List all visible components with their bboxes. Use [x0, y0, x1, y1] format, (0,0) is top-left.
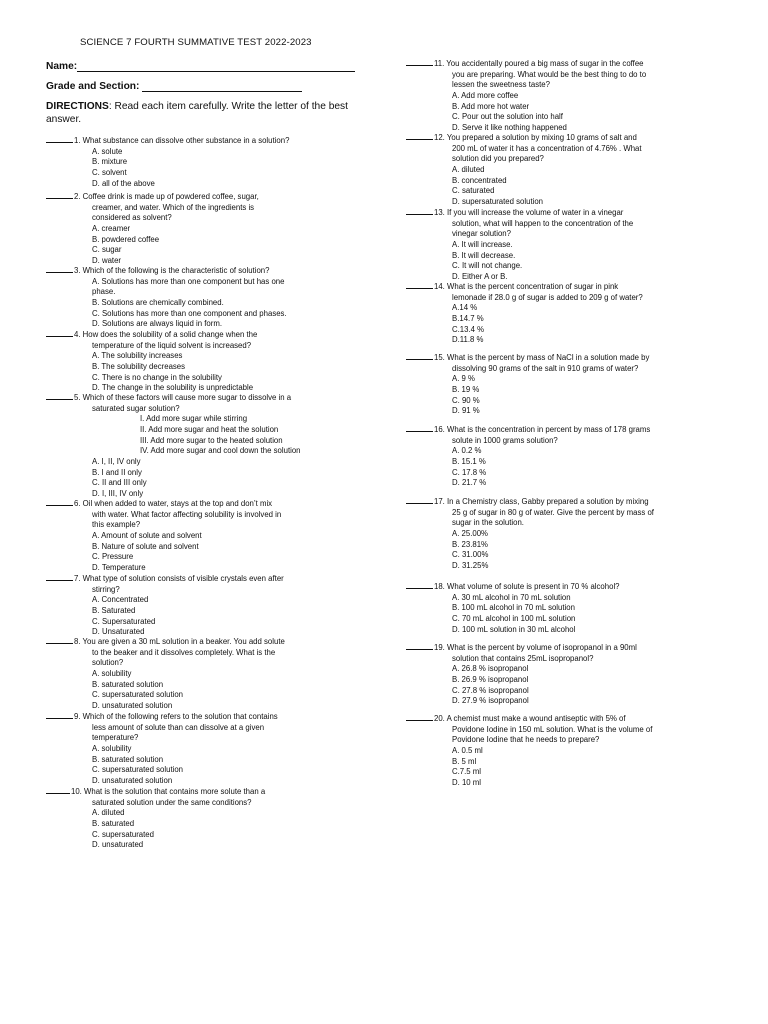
answer-option: D. unsaturated solution	[92, 775, 173, 785]
answer-option: D. water	[92, 255, 122, 265]
question-text: What substance can dissolve other substance in a solution?	[82, 136, 290, 145]
answer-blank[interactable]	[46, 572, 73, 581]
answer-option: A. diluted	[452, 164, 485, 174]
question-stem	[406, 641, 736, 654]
question-12	[406, 131, 736, 208]
question-text: What is the percent concentration of sugar in pink	[447, 282, 619, 291]
question-text: Which of the following refers to the solution that contains	[82, 712, 278, 721]
question-text-continued: Povidone Iodine in 150 mL solution. What is the volume of	[452, 724, 653, 734]
question-text: You are given a 30 mL solution in a beaker. You add solute	[82, 637, 285, 646]
question-text: You accidentally poured a big mass of sugar in the coffee	[446, 59, 644, 68]
answer-option: C.7.5 ml	[452, 767, 482, 777]
question-text-continued: stirring?	[92, 584, 120, 594]
question-text: Which of the following is the characteristic of solution?	[82, 266, 270, 275]
question-text-continued: solution, what will happen to the concentration of the	[452, 218, 634, 228]
name-field	[46, 60, 355, 72]
question-stem	[46, 328, 376, 341]
answer-option: C. supersaturated solution	[92, 690, 184, 700]
answer-option: D. 100 mL solution in 30 mL alcohol	[452, 624, 576, 634]
answer-option: D. all of the above	[92, 178, 155, 188]
answer-option: C. 17.8 %	[452, 467, 487, 477]
answer-option: C. 90 %	[452, 395, 480, 405]
question-8	[46, 635, 376, 712]
question-15	[406, 351, 736, 417]
question-number: 18.	[434, 582, 448, 591]
question-text: How does the solubility of a solid change when the	[82, 330, 258, 339]
question-3	[46, 264, 376, 330]
answer-option: B. The solubility decreases	[92, 361, 186, 371]
answer-option: B. concentrated	[452, 175, 507, 185]
directions	[46, 100, 376, 126]
answer-option: B. Add more hot water	[452, 101, 530, 111]
question-stem	[406, 351, 736, 364]
answer-option: D. unsaturated	[92, 840, 144, 850]
answer-option: C.13.4 %	[452, 324, 485, 334]
question-number: 11.	[434, 59, 447, 68]
answer-option: B. 26.9 % isopropanol	[452, 674, 529, 684]
question-text: Oil when added to water, stays at the top and don’t mix	[82, 499, 273, 508]
answer-option: C. It will not change.	[452, 261, 523, 271]
answer-option: D. Solutions are always liquid in form.	[92, 319, 223, 329]
question-text-continued: 200 mL of water it has a concentration of 4.76% . What	[452, 143, 642, 153]
answer-option: B. 23.81%	[452, 539, 488, 549]
question-text-continued: you are preparing. What would be the best thing to do to	[452, 69, 647, 79]
question-number: 7.	[74, 574, 83, 583]
question-stem	[46, 134, 376, 147]
answer-option: C. 31.00%	[452, 550, 489, 560]
question-stem	[406, 580, 736, 593]
question-text-continued: solution?	[92, 658, 124, 668]
question-stem	[46, 190, 376, 203]
question-stem	[406, 423, 736, 436]
answer-option: D. supersaturated solution	[452, 196, 544, 206]
roman-statement: IV. Add more sugar and cool down the solution	[140, 446, 301, 456]
question-stem	[46, 572, 376, 585]
answer-option: C. supersaturated	[92, 829, 154, 839]
answer-blank[interactable]	[406, 57, 433, 66]
question-number: 8.	[74, 637, 83, 646]
answer-option: D. Serve it like nothing happened	[452, 122, 567, 132]
question-text: Coffee drink is made up of powdered coffee, sugar,	[82, 192, 259, 201]
question-text-continued: creamer, and water. Which of the ingredients is	[92, 202, 255, 212]
question-stem	[406, 712, 736, 725]
answer-option: A.14 %	[452, 303, 478, 313]
answer-option: A. Amount of solute and solvent	[92, 530, 202, 540]
question-stem	[46, 635, 376, 648]
answer-option: B. I and II only	[92, 467, 142, 477]
question-number: 19.	[434, 643, 448, 652]
question-text: What is the solution that contains more solute than a	[84, 787, 266, 796]
question-text-continued: temperature?	[92, 733, 139, 743]
answer-option: D. 31.25%	[452, 560, 489, 570]
answer-option: A. Add more coffee	[452, 90, 519, 100]
answer-option: phase.	[92, 287, 116, 297]
grade-section-label: Grade and Section:	[46, 81, 140, 92]
question-text: Which of these factors will cause more sugar to dissolve in a	[82, 393, 292, 402]
question-number: 6.	[74, 499, 83, 508]
question-text-continued: lemonade if 28.0 g of sugar is added to 209 g of water?	[452, 292, 643, 302]
question-text-continued: considered as solvent?	[92, 213, 172, 223]
answer-option: A. 30 mL alcohol in 70 mL solution	[452, 592, 571, 602]
question-16	[406, 423, 736, 489]
question-text-continued: saturated sugar solution?	[92, 403, 180, 413]
answer-option: B. 100 mL alcohol in 70 mL solution	[452, 603, 575, 613]
question-stem	[46, 391, 376, 404]
question-number: 17.	[434, 497, 448, 506]
question-number: 14.	[434, 282, 448, 291]
answer-option: D. 10 ml	[452, 777, 482, 787]
answer-option: B. 5 ml	[452, 756, 477, 766]
question-text-continued: Povidone Iodine that he needs to prepare?	[452, 735, 600, 745]
question-text-continued: solute in 1000 grams solution?	[452, 435, 558, 445]
answer-option: D. unsaturated solution	[92, 700, 173, 710]
name-blank-line[interactable]	[77, 60, 355, 72]
answer-option: C. II and III only	[92, 478, 147, 488]
answer-blank[interactable]	[406, 580, 433, 589]
answer-option: A. creamer	[92, 223, 131, 233]
answer-option: D. 21.7 %	[452, 478, 487, 488]
question-9	[46, 710, 376, 787]
answer-option: B. saturated solution	[92, 754, 164, 764]
answer-blank[interactable]	[46, 497, 73, 506]
answer-option: C. Supersaturated	[92, 616, 156, 626]
question-text-continued: this example?	[92, 520, 141, 530]
answer-option: A. I, II, IV only	[92, 456, 141, 466]
question-stem	[46, 710, 376, 723]
question-stem	[406, 495, 736, 508]
answer-option: B. Saturated	[92, 605, 136, 615]
answer-blank[interactable]	[46, 134, 73, 143]
question-text: You prepared a solution by mixing 10 grams of salt and	[446, 133, 637, 142]
answer-option: D. 91 %	[452, 406, 480, 416]
question-number: 5.	[74, 393, 83, 402]
answer-option: C. saturated	[452, 186, 495, 196]
answer-option: A. Solutions has more than one component but has one	[92, 276, 285, 286]
question-text-continued: less amount of solute than can dissolve at a given	[92, 722, 265, 732]
answer-blank[interactable]	[406, 351, 433, 360]
test-title: SCIENCE 7 FOURTH SUMMATIVE TEST 2022-2023	[80, 37, 312, 48]
question-text-continued: solution did you prepared?	[452, 154, 544, 164]
answer-option: C. Solutions has more than one component and phases.	[92, 308, 287, 318]
question-number: 4.	[74, 330, 83, 339]
answer-option: A. Concentrated	[92, 595, 149, 605]
question-5	[46, 391, 376, 500]
answer-option: D. Unsaturated	[92, 627, 145, 637]
answer-option: A. 26.8 % isopropanol	[452, 664, 529, 674]
question-4	[46, 328, 376, 394]
question-text: If you will increase the volume of water in a vinegar	[447, 208, 624, 217]
question-text-continued: lessen the sweetness taste?	[452, 80, 550, 90]
answer-option: C. Pour out the solution into half	[452, 112, 563, 122]
question-11	[406, 57, 736, 134]
answer-blank[interactable]	[46, 785, 70, 794]
question-number: 1.	[74, 136, 83, 145]
grade-section-field	[46, 80, 302, 92]
question-text: What type of solution consists of visible crystals even after	[82, 574, 284, 583]
answer-option: A. 25.00%	[452, 528, 488, 538]
answer-blank[interactable]	[406, 206, 433, 215]
question-stem	[46, 264, 376, 277]
question-stem	[406, 206, 736, 219]
answer-option: C. 27.8 % isopropanol	[452, 685, 529, 695]
answer-option: C. There is no change in the solubility	[92, 372, 222, 382]
directions-text: : Read each item carefully. Write the letter of the best answer.	[46, 101, 348, 125]
question-text-continued: temperature of the liquid solvent is increased?	[92, 340, 252, 350]
answer-option: A. diluted	[92, 808, 125, 818]
question-stem	[406, 57, 736, 70]
answer-blank[interactable]	[406, 712, 433, 721]
question-number: 20.	[434, 714, 447, 723]
answer-blank[interactable]	[406, 131, 433, 140]
question-number: 12.	[434, 133, 447, 142]
question-text-continued: with water. What factor affecting solubility is involved in	[92, 509, 282, 519]
question-17	[406, 495, 736, 572]
question-stem	[406, 280, 736, 293]
name-label: Name:	[46, 61, 78, 72]
answer-option: B. saturated	[92, 818, 135, 828]
answer-option: A. 9 %	[452, 374, 475, 384]
answer-option: C. Pressure	[92, 552, 134, 562]
answer-option: C. supersaturated solution	[92, 765, 184, 775]
question-number: 2.	[74, 192, 83, 201]
answer-option: B. mixture	[92, 157, 128, 167]
answer-option: A. The solubility increases	[92, 351, 183, 361]
question-text: What volume of solute is present in 70 % alcohol?	[447, 582, 620, 591]
question-text-continued: to the beaker and it dissolves completely. What is the	[92, 647, 276, 657]
answer-option: B. saturated solution	[92, 679, 164, 689]
directions-label: DIRECTIONS	[46, 101, 109, 112]
question-number: 15.	[434, 353, 448, 362]
answer-option: D. 27.9 % isopropanol	[452, 696, 529, 706]
question-text-continued: 25 g of sugar in 80 g of water. Give the percent by mass of	[452, 507, 654, 517]
answer-blank[interactable]	[406, 280, 433, 289]
answer-option: A. 0.5 ml	[452, 745, 483, 755]
roman-statement: II. Add more sugar and heat the solution	[140, 424, 279, 434]
roman-statement: III. Add more sugar to the heated solution	[140, 435, 283, 445]
answer-option: A. solubility	[92, 668, 132, 678]
question-6	[46, 497, 376, 574]
question-number: 16.	[434, 425, 448, 434]
question-text-continued: saturated solution under the same conditions?	[92, 797, 252, 807]
question-text-continued: dissolving 90 grams of the salt in 910 grams of water?	[452, 363, 639, 373]
answer-option: D. The change in the solubility is unpredictable	[92, 383, 254, 393]
question-2	[46, 190, 376, 267]
answer-option: D. Either A or B.	[452, 271, 508, 281]
question-stem	[406, 131, 736, 144]
question-number: 9.	[74, 712, 83, 721]
answer-option: C. 70 mL alcohol in 100 mL solution	[452, 613, 576, 623]
answer-option: B. It will decrease.	[452, 250, 516, 260]
answer-blank[interactable]	[46, 264, 73, 273]
question-text-continued: solution that contains 25mL isopropanol?	[452, 653, 594, 663]
answer-option: B. 15.1 %	[452, 456, 486, 466]
answer-blank[interactable]	[46, 710, 73, 719]
roman-statement: I. Add more sugar while stirring	[140, 414, 248, 424]
question-text: What is the percent by mass of NaCl in a solution made by	[447, 353, 650, 362]
question-10	[46, 785, 376, 851]
answer-blank[interactable]	[46, 391, 73, 400]
answer-option: B.14.7 %	[452, 313, 484, 323]
answer-blank[interactable]	[406, 423, 433, 432]
answer-option: D. Temperature	[92, 562, 146, 572]
question-number: 3.	[74, 266, 83, 275]
question-20	[406, 712, 736, 789]
answer-blank[interactable]	[406, 641, 433, 650]
answer-blank[interactable]	[46, 328, 73, 337]
answer-blank[interactable]	[406, 495, 433, 504]
answer-option: D. I, III, IV only	[92, 488, 144, 498]
grade-section-blank-line[interactable]	[142, 80, 302, 92]
question-14	[406, 280, 736, 346]
answer-option: A. 0.2 %	[452, 446, 482, 456]
question-1	[46, 134, 376, 189]
question-text: What is the percent by volume of isopropanol in a 90ml	[447, 643, 637, 652]
question-7	[46, 572, 376, 638]
answer-option: B. 19 %	[452, 384, 480, 394]
answer-blank[interactable]	[46, 635, 73, 644]
question-text: A chemist must make a wound antiseptic with 5% of	[446, 714, 626, 723]
question-number: 10.	[71, 787, 85, 796]
question-text: In a Chemistry class, Gabby prepared a solution by mixing	[447, 497, 649, 506]
question-13	[406, 206, 736, 283]
answer-option: C. solvent	[92, 167, 127, 177]
answer-option: B. powdered coffee	[92, 234, 160, 244]
answer-option: A. It will increase.	[452, 239, 513, 249]
question-text-continued: vinegar solution?	[452, 229, 511, 239]
question-18	[406, 580, 736, 635]
question-stem	[46, 785, 376, 798]
question-text-continued: sugar in the solution.	[452, 518, 524, 528]
answer-option: A. solubility	[92, 743, 132, 753]
question-stem	[46, 497, 376, 510]
answer-option: C. sugar	[92, 245, 122, 255]
answer-option: D.11.8 %	[452, 335, 484, 345]
question-text: What is the concentration in percent by mass of 178 grams	[447, 425, 651, 434]
answer-blank[interactable]	[46, 190, 73, 199]
answer-option: A. solute	[92, 146, 123, 156]
answer-option: B. Solutions are chemically combined.	[92, 297, 224, 307]
question-number: 13.	[434, 208, 448, 217]
question-19	[406, 641, 736, 707]
answer-option: B. Nature of solute and solvent	[92, 541, 199, 551]
